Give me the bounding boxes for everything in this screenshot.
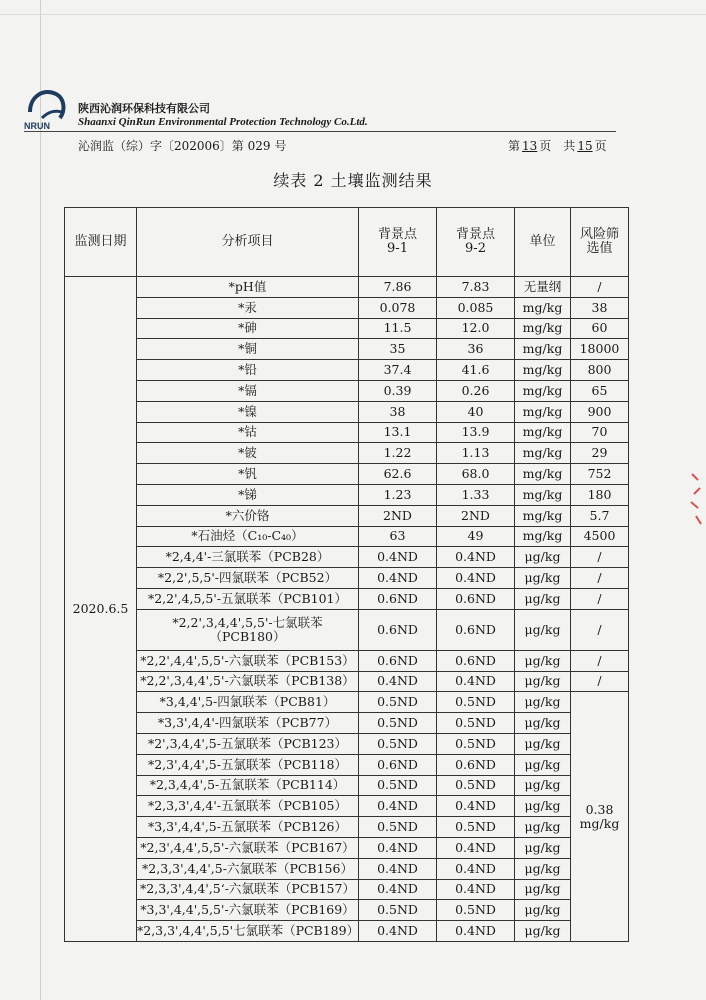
document-number: 沁润监（综）字〔202006〕第 029 号	[78, 139, 287, 153]
value-1-cell: 1.22	[359, 443, 437, 464]
unit-cell: mg/kg	[515, 360, 571, 381]
table-row	[65, 879, 629, 900]
table-row	[65, 339, 629, 360]
table-row	[65, 609, 629, 650]
header-point-1-line2: 9-1	[387, 241, 408, 256]
unit-cell: μg/kg	[515, 713, 571, 734]
unit-cell: mg/kg	[515, 380, 571, 401]
page-prefix: 第	[508, 139, 521, 153]
value-1-cell: 1.23	[359, 484, 437, 505]
table-header-row	[65, 208, 629, 277]
table-row	[65, 692, 629, 713]
results-table	[64, 207, 629, 942]
unit-cell: μg/kg	[515, 588, 571, 609]
table-row	[65, 297, 629, 318]
value-1-cell: 0.5ND	[359, 900, 437, 921]
logo-text: NRUN	[24, 121, 50, 130]
risk-cell: 38	[571, 297, 629, 318]
value-2-cell: 40	[437, 401, 515, 422]
value-2-cell: 41.6	[437, 360, 515, 381]
header-risk-line1: 风险筛	[579, 227, 619, 242]
item-line2: （PCB180）	[209, 628, 286, 644]
company-logo-icon	[22, 82, 70, 130]
unit-cell: μg/kg	[515, 879, 571, 900]
unit-cell: μg/kg	[515, 921, 571, 942]
unit-cell: mg/kg	[515, 526, 571, 547]
item-cell: *2,2',5,5'-四氯联苯（PCB52）	[137, 568, 359, 589]
risk-cell: 752	[571, 464, 629, 485]
risk-cell: /	[571, 671, 629, 692]
risk-cell: 29	[571, 443, 629, 464]
risk-cell: 900	[571, 401, 629, 422]
value-1-cell: 37.4	[359, 360, 437, 381]
item-cell: *镉	[137, 380, 359, 401]
value-2-cell: 0.085	[437, 297, 515, 318]
value-1-cell: 0.4ND	[359, 547, 437, 568]
risk-cell: /	[571, 277, 629, 298]
table-row	[65, 401, 629, 422]
item-cell: *锑	[137, 484, 359, 505]
value-2-cell: 0.5ND	[437, 692, 515, 713]
risk-cell: /	[571, 588, 629, 609]
unit-cell: μg/kg	[515, 692, 571, 713]
value-2-cell: 0.5ND	[437, 817, 515, 838]
table-row	[65, 650, 629, 671]
item-cell	[137, 609, 359, 650]
value-2-cell: 0.5ND	[437, 900, 515, 921]
table-row	[65, 568, 629, 589]
table-row	[65, 464, 629, 485]
item-cell: *2',3,4,4',5-五氯联苯（PCB123）	[137, 733, 359, 754]
table-row	[65, 754, 629, 775]
page-current: 13	[522, 139, 538, 153]
item-cell: *2,3,3',4,4',5,5'七氯联苯（PCB189）	[137, 921, 359, 942]
value-2-cell: 7.83	[437, 277, 515, 298]
value-2-cell: 0.4ND	[437, 796, 515, 817]
value-1-cell: 0.4ND	[359, 858, 437, 879]
table-row	[65, 733, 629, 754]
header-risk	[571, 208, 629, 277]
item-cell: *2,3,3',4,4'-五氯联苯（PCB105）	[137, 796, 359, 817]
value-2-cell: 0.6ND	[437, 609, 515, 650]
header-point-2	[437, 208, 515, 277]
value-1-cell: 0.39	[359, 380, 437, 401]
risk-cell: 180	[571, 484, 629, 505]
table-row	[65, 858, 629, 879]
merged-risk-value: 0.38	[585, 801, 614, 817]
unit-cell: μg/kg	[515, 817, 571, 838]
value-1-cell: 0.4ND	[359, 671, 437, 692]
table-row	[65, 900, 629, 921]
header-point-1-line1: 背景点	[377, 227, 417, 242]
value-1-cell: 0.6ND	[359, 609, 437, 650]
header-point-2-line1: 背景点	[455, 227, 495, 242]
table-title: 续表 2 土壤监测结果	[273, 171, 433, 190]
page-suffix: 页	[594, 139, 607, 153]
item-cell: *铜	[137, 339, 359, 360]
item-cell: *pH值	[137, 277, 359, 298]
risk-cell: 800	[571, 360, 629, 381]
unit-cell: mg/kg	[515, 297, 571, 318]
value-2-cell: 0.6ND	[437, 650, 515, 671]
value-2-cell: 49	[437, 526, 515, 547]
table-row	[65, 796, 629, 817]
value-2-cell: 0.4ND	[437, 547, 515, 568]
header-rule	[24, 131, 616, 132]
item-cell: *汞	[137, 297, 359, 318]
unit-cell: mg/kg	[515, 505, 571, 526]
item-cell: *钴	[137, 422, 359, 443]
table-row	[65, 380, 629, 401]
value-2-cell: 0.26	[437, 380, 515, 401]
unit-cell: μg/kg	[515, 650, 571, 671]
unit-cell: mg/kg	[515, 464, 571, 485]
value-2-cell: 0.4ND	[437, 671, 515, 692]
item-cell: *2,3,4,4',5-五氯联苯（PCB114）	[137, 775, 359, 796]
value-1-cell: 7.86	[359, 277, 437, 298]
value-2-cell: 0.4ND	[437, 858, 515, 879]
unit-cell: μg/kg	[515, 837, 571, 858]
item-cell: *2,4,4'-三氯联苯（PCB28）	[137, 547, 359, 568]
risk-cell: /	[571, 650, 629, 671]
item-cell: *2,2',3,4,4',5'-六氯联苯（PCB138）	[137, 671, 359, 692]
unit-cell: μg/kg	[515, 900, 571, 921]
value-1-cell: 63	[359, 526, 437, 547]
item-line1: *2,2',3,4,4',5,5'-七氯联苯	[172, 614, 323, 630]
item-cell: *镍	[137, 401, 359, 422]
value-1-cell: 35	[359, 339, 437, 360]
value-1-cell: 11.5	[359, 318, 437, 339]
page-total: 15	[577, 139, 593, 153]
unit-cell: μg/kg	[515, 671, 571, 692]
header-risk-line2: 选值	[586, 241, 613, 256]
table-row	[65, 484, 629, 505]
value-1-cell: 0.5ND	[359, 817, 437, 838]
unit-cell: μg/kg	[515, 547, 571, 568]
table-row	[65, 713, 629, 734]
value-1-cell: 0.078	[359, 297, 437, 318]
value-2-cell: 0.5ND	[437, 713, 515, 734]
table-row	[65, 526, 629, 547]
unit-cell: mg/kg	[515, 443, 571, 464]
unit-cell: μg/kg	[515, 775, 571, 796]
unit-cell: μg/kg	[515, 568, 571, 589]
value-2-cell: 68.0	[437, 464, 515, 485]
value-2-cell: 0.6ND	[437, 588, 515, 609]
unit-cell: μg/kg	[515, 733, 571, 754]
value-1-cell: 0.5ND	[359, 713, 437, 734]
unit-cell: 无量纲	[515, 277, 571, 298]
item-cell: *铅	[137, 360, 359, 381]
header-unit: 单位	[515, 208, 571, 277]
item-cell: *2,2',4,5,5'-五氯联苯（PCB101）	[137, 588, 359, 609]
value-1-cell: 62.6	[359, 464, 437, 485]
risk-cell: 18000	[571, 339, 629, 360]
red-seal-mark-icon	[688, 470, 704, 530]
value-2-cell: 0.5ND	[437, 775, 515, 796]
value-1-cell: 38	[359, 401, 437, 422]
item-cell: *石油烃（C₁₀-C₄₀）	[137, 526, 359, 547]
item-cell: *铍	[137, 443, 359, 464]
item-cell: *钒	[137, 464, 359, 485]
page-edge	[40, 0, 41, 1000]
unit-cell: mg/kg	[515, 484, 571, 505]
item-cell: *2,3',4,4',5-五氯联苯（PCB118）	[137, 754, 359, 775]
unit-cell: mg/kg	[515, 422, 571, 443]
value-2-cell: 0.4ND	[437, 837, 515, 858]
item-cell: *六价铬	[137, 505, 359, 526]
value-2-cell: 13.9	[437, 422, 515, 443]
unit-cell: μg/kg	[515, 609, 571, 650]
table-row	[65, 837, 629, 858]
table-row	[65, 547, 629, 568]
value-1-cell: 0.6ND	[359, 754, 437, 775]
risk-cell: 60	[571, 318, 629, 339]
value-2-cell: 12.0	[437, 318, 515, 339]
value-1-cell: 13.1	[359, 422, 437, 443]
table-row	[65, 318, 629, 339]
table-row	[65, 505, 629, 526]
header-date: 监测日期	[65, 208, 137, 277]
unit-cell: μg/kg	[515, 858, 571, 879]
company-name-en: Shaanxi QinRun Environmental Protection Technology Co.Ltd.	[78, 116, 368, 128]
company-name-cn: 陕西沁润环保科技有限公司	[78, 102, 210, 115]
merged-risk-unit: mg/kg	[579, 815, 620, 831]
item-cell: *2,3,3',4,4',5-六氯联苯（PCB156）	[137, 858, 359, 879]
value-1-cell: 0.5ND	[359, 692, 437, 713]
item-cell: *3,3',4,4',5-五氯联苯（PCB126）	[137, 817, 359, 838]
value-1-cell: 2ND	[359, 505, 437, 526]
table-row	[65, 277, 629, 298]
value-2-cell: 0.6ND	[437, 754, 515, 775]
table-row	[65, 921, 629, 942]
value-2-cell: 0.5ND	[437, 733, 515, 754]
header-point-1	[359, 208, 437, 277]
value-2-cell: 2ND	[437, 505, 515, 526]
value-1-cell: 0.4ND	[359, 796, 437, 817]
item-cell: *砷	[137, 318, 359, 339]
risk-cell: 70	[571, 422, 629, 443]
value-2-cell: 1.13	[437, 443, 515, 464]
value-1-cell: 0.4ND	[359, 879, 437, 900]
merged-risk-cell	[571, 692, 629, 942]
table-row	[65, 588, 629, 609]
value-1-cell: 0.5ND	[359, 733, 437, 754]
item-cell: *3,3',4,4',5,5'-六氯联苯（PCB169）	[137, 900, 359, 921]
value-1-cell: 0.6ND	[359, 650, 437, 671]
unit-cell: μg/kg	[515, 754, 571, 775]
table-row	[65, 817, 629, 838]
page-mid: 页 共	[539, 139, 576, 153]
table-row	[65, 775, 629, 796]
value-1-cell: 0.4ND	[359, 568, 437, 589]
page-info	[508, 137, 607, 154]
risk-cell: 5.7	[571, 505, 629, 526]
unit-cell: mg/kg	[515, 318, 571, 339]
item-cell: *2,3',4,4',5,5'-六氯联苯（PCB167）	[137, 837, 359, 858]
value-2-cell: 0.4ND	[437, 879, 515, 900]
unit-cell: μg/kg	[515, 796, 571, 817]
value-1-cell: 0.5ND	[359, 775, 437, 796]
value-1-cell: 0.4ND	[359, 921, 437, 942]
item-cell: *3,3',4,4'-四氯联苯（PCB77）	[137, 713, 359, 734]
risk-cell: /	[571, 547, 629, 568]
value-1-cell: 0.6ND	[359, 588, 437, 609]
page-edge-top	[0, 14, 706, 15]
item-cell: *2,2',4,4',5,5'-六氯联苯（PCB153）	[137, 650, 359, 671]
risk-cell: 65	[571, 380, 629, 401]
value-2-cell: 36	[437, 339, 515, 360]
table-row	[65, 422, 629, 443]
item-cell: *2,3,3',4,4',5‘-六氯联苯（PCB157）	[137, 879, 359, 900]
unit-cell: mg/kg	[515, 401, 571, 422]
risk-cell: 4500	[571, 526, 629, 547]
unit-cell: mg/kg	[515, 339, 571, 360]
table-row	[65, 360, 629, 381]
value-2-cell: 0.4ND	[437, 921, 515, 942]
value-2-cell: 0.4ND	[437, 568, 515, 589]
value-1-cell: 0.4ND	[359, 837, 437, 858]
date-cell: 2020.6.5	[65, 277, 137, 942]
risk-cell: /	[571, 609, 629, 650]
table-row	[65, 671, 629, 692]
item-cell: *3,4,4',5-四氯联苯（PCB81）	[137, 692, 359, 713]
header-item: 分析项目	[137, 208, 359, 277]
header-point-2-line2: 9-2	[465, 241, 486, 256]
risk-cell: /	[571, 568, 629, 589]
table-row	[65, 443, 629, 464]
value-2-cell: 1.33	[437, 484, 515, 505]
